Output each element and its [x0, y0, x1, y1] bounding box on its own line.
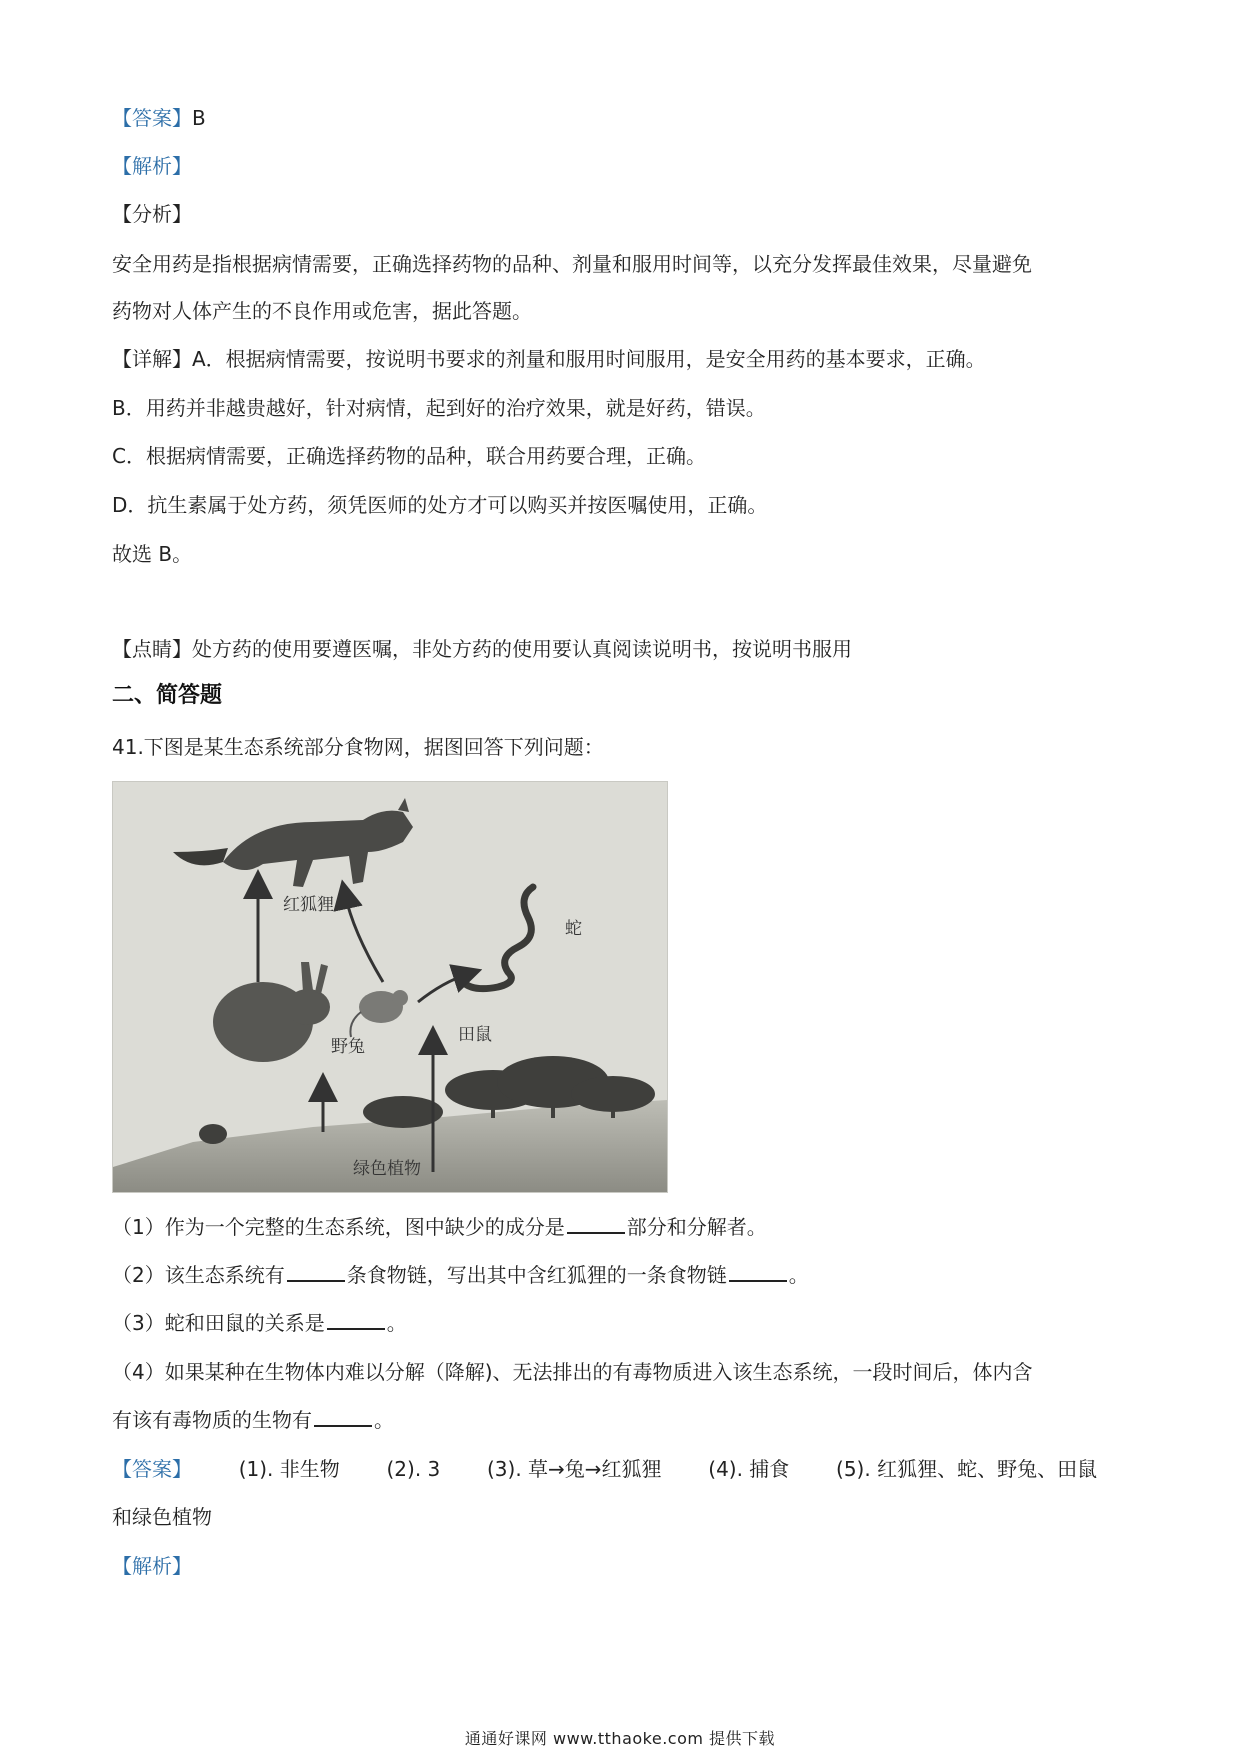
question-4-line-2: [112, 1405, 394, 1434]
answer-2: (2). 3: [386, 1457, 441, 1481]
q3-text-b: 。: [386, 1311, 407, 1335]
arrow-mouse-to-fox: [345, 894, 383, 982]
arrow-mouse-to-snake: [418, 974, 468, 1002]
question-intro: 41.下图是某生态系统部分食物网，据图回答下列问题：: [112, 735, 604, 759]
fox-label: 红狐狸: [283, 895, 334, 915]
question-4-line-1: （4）如果某种在生物体内难以分解（降解)、无法排出的有毒物质进入该生态系统，一段时间后，体内含: [112, 1360, 1033, 1384]
q1-text-a: （1）作为一个完整的生态系统，图中缺少的成分是: [112, 1215, 565, 1239]
detail-a: A．根据病情需要，按说明书要求的剂量和服用时间服用，是安全用药的基本要求，正确。: [192, 347, 986, 371]
question-2: [112, 1260, 809, 1289]
q2-text-b: 条食物链，写出其中含红狐狸的一条食物链: [346, 1263, 727, 1287]
answer-blank[interactable]: [327, 1308, 385, 1330]
fenxi-text-1: 安全用药是指根据病情需要，正确选择药物的品种、剂量和服用时间等，以充分发挥最佳效果，尽量避免: [112, 252, 1032, 276]
answer-continuation: 和绿色植物: [112, 1505, 212, 1529]
answer-value: B: [192, 106, 206, 130]
answer-tag-2: 【答案】: [112, 1457, 192, 1481]
fox-icon: [173, 798, 413, 887]
detail-a-line: [112, 345, 986, 373]
question-1: [112, 1212, 767, 1241]
q1-text-b: 部分和分解者。: [626, 1215, 767, 1239]
detail-b: B．用药并非越贵越好，针对病情，起到好的治疗效果，就是好药，错误。: [112, 396, 766, 420]
section-heading: 二、简答题: [112, 683, 223, 708]
snake-icon: [463, 887, 533, 989]
answer-blank[interactable]: [314, 1405, 372, 1427]
answer-1: (1). 非生物: [238, 1457, 340, 1481]
plant-label: 绿色植物: [353, 1159, 421, 1179]
rabbit-icon: [213, 962, 330, 1062]
analysis-tag-2: 【解析】: [112, 1554, 192, 1578]
analysis-tag: 【解析】: [112, 154, 192, 178]
detail-d: D．抗生素属于处方药，须凭医师的处方才可以购买并按医嘱使用，正确。: [112, 493, 768, 517]
q2-text-a: （2）该生态系统有: [112, 1263, 285, 1287]
rabbit-label: 野兔: [331, 1037, 365, 1057]
snake-label: 蛇: [565, 919, 582, 939]
conclusion: 故选 B。: [112, 542, 193, 566]
q3-text-a: （3）蛇和田鼠的关系是: [112, 1311, 325, 1335]
dianjing-tag: 【点睛】: [112, 637, 192, 661]
food-web-figure: [112, 781, 668, 1193]
q4-text-b: 。: [374, 1408, 394, 1432]
fenxi-tag: 【分析】: [112, 202, 192, 226]
detail-tag: 【详解】: [112, 347, 192, 371]
answer-tag: 【答案】: [112, 106, 192, 130]
mouse-icon: [350, 990, 408, 1037]
answer-5: (5). 红狐狸、蛇、野兔、田鼠: [836, 1457, 1098, 1481]
answer-blank[interactable]: [287, 1260, 345, 1282]
page-footer: 通通好课网 www.tthaoke.com 提供下载: [464, 1729, 776, 1748]
answer-blank[interactable]: [567, 1212, 625, 1234]
answers-line: [112, 1455, 1097, 1483]
fenxi-text-2: 药物对人体产生的不良作用或危害，据此答题。: [112, 299, 532, 323]
detail-c: C．根据病情需要，正确选择药物的品种，联合用药要合理，正确。: [112, 444, 706, 468]
dianjing-line: [112, 635, 852, 663]
q2-text-c: 。: [788, 1263, 809, 1287]
answer-3: (3). 草→兔→红狐狸: [486, 1457, 662, 1481]
question-3: [112, 1308, 407, 1337]
dianjing-text: 处方药的使用要遵医嘱，非处方药的使用要认真阅读说明书，按说明书服用: [192, 637, 852, 661]
q4-text-a: 有该有毒物质的生物有: [112, 1408, 312, 1432]
answer-line: [112, 104, 206, 132]
mouse-label: 田鼠: [458, 1025, 492, 1045]
answer-4: (4). 捕食: [708, 1457, 790, 1481]
answer-blank[interactable]: [729, 1260, 787, 1282]
